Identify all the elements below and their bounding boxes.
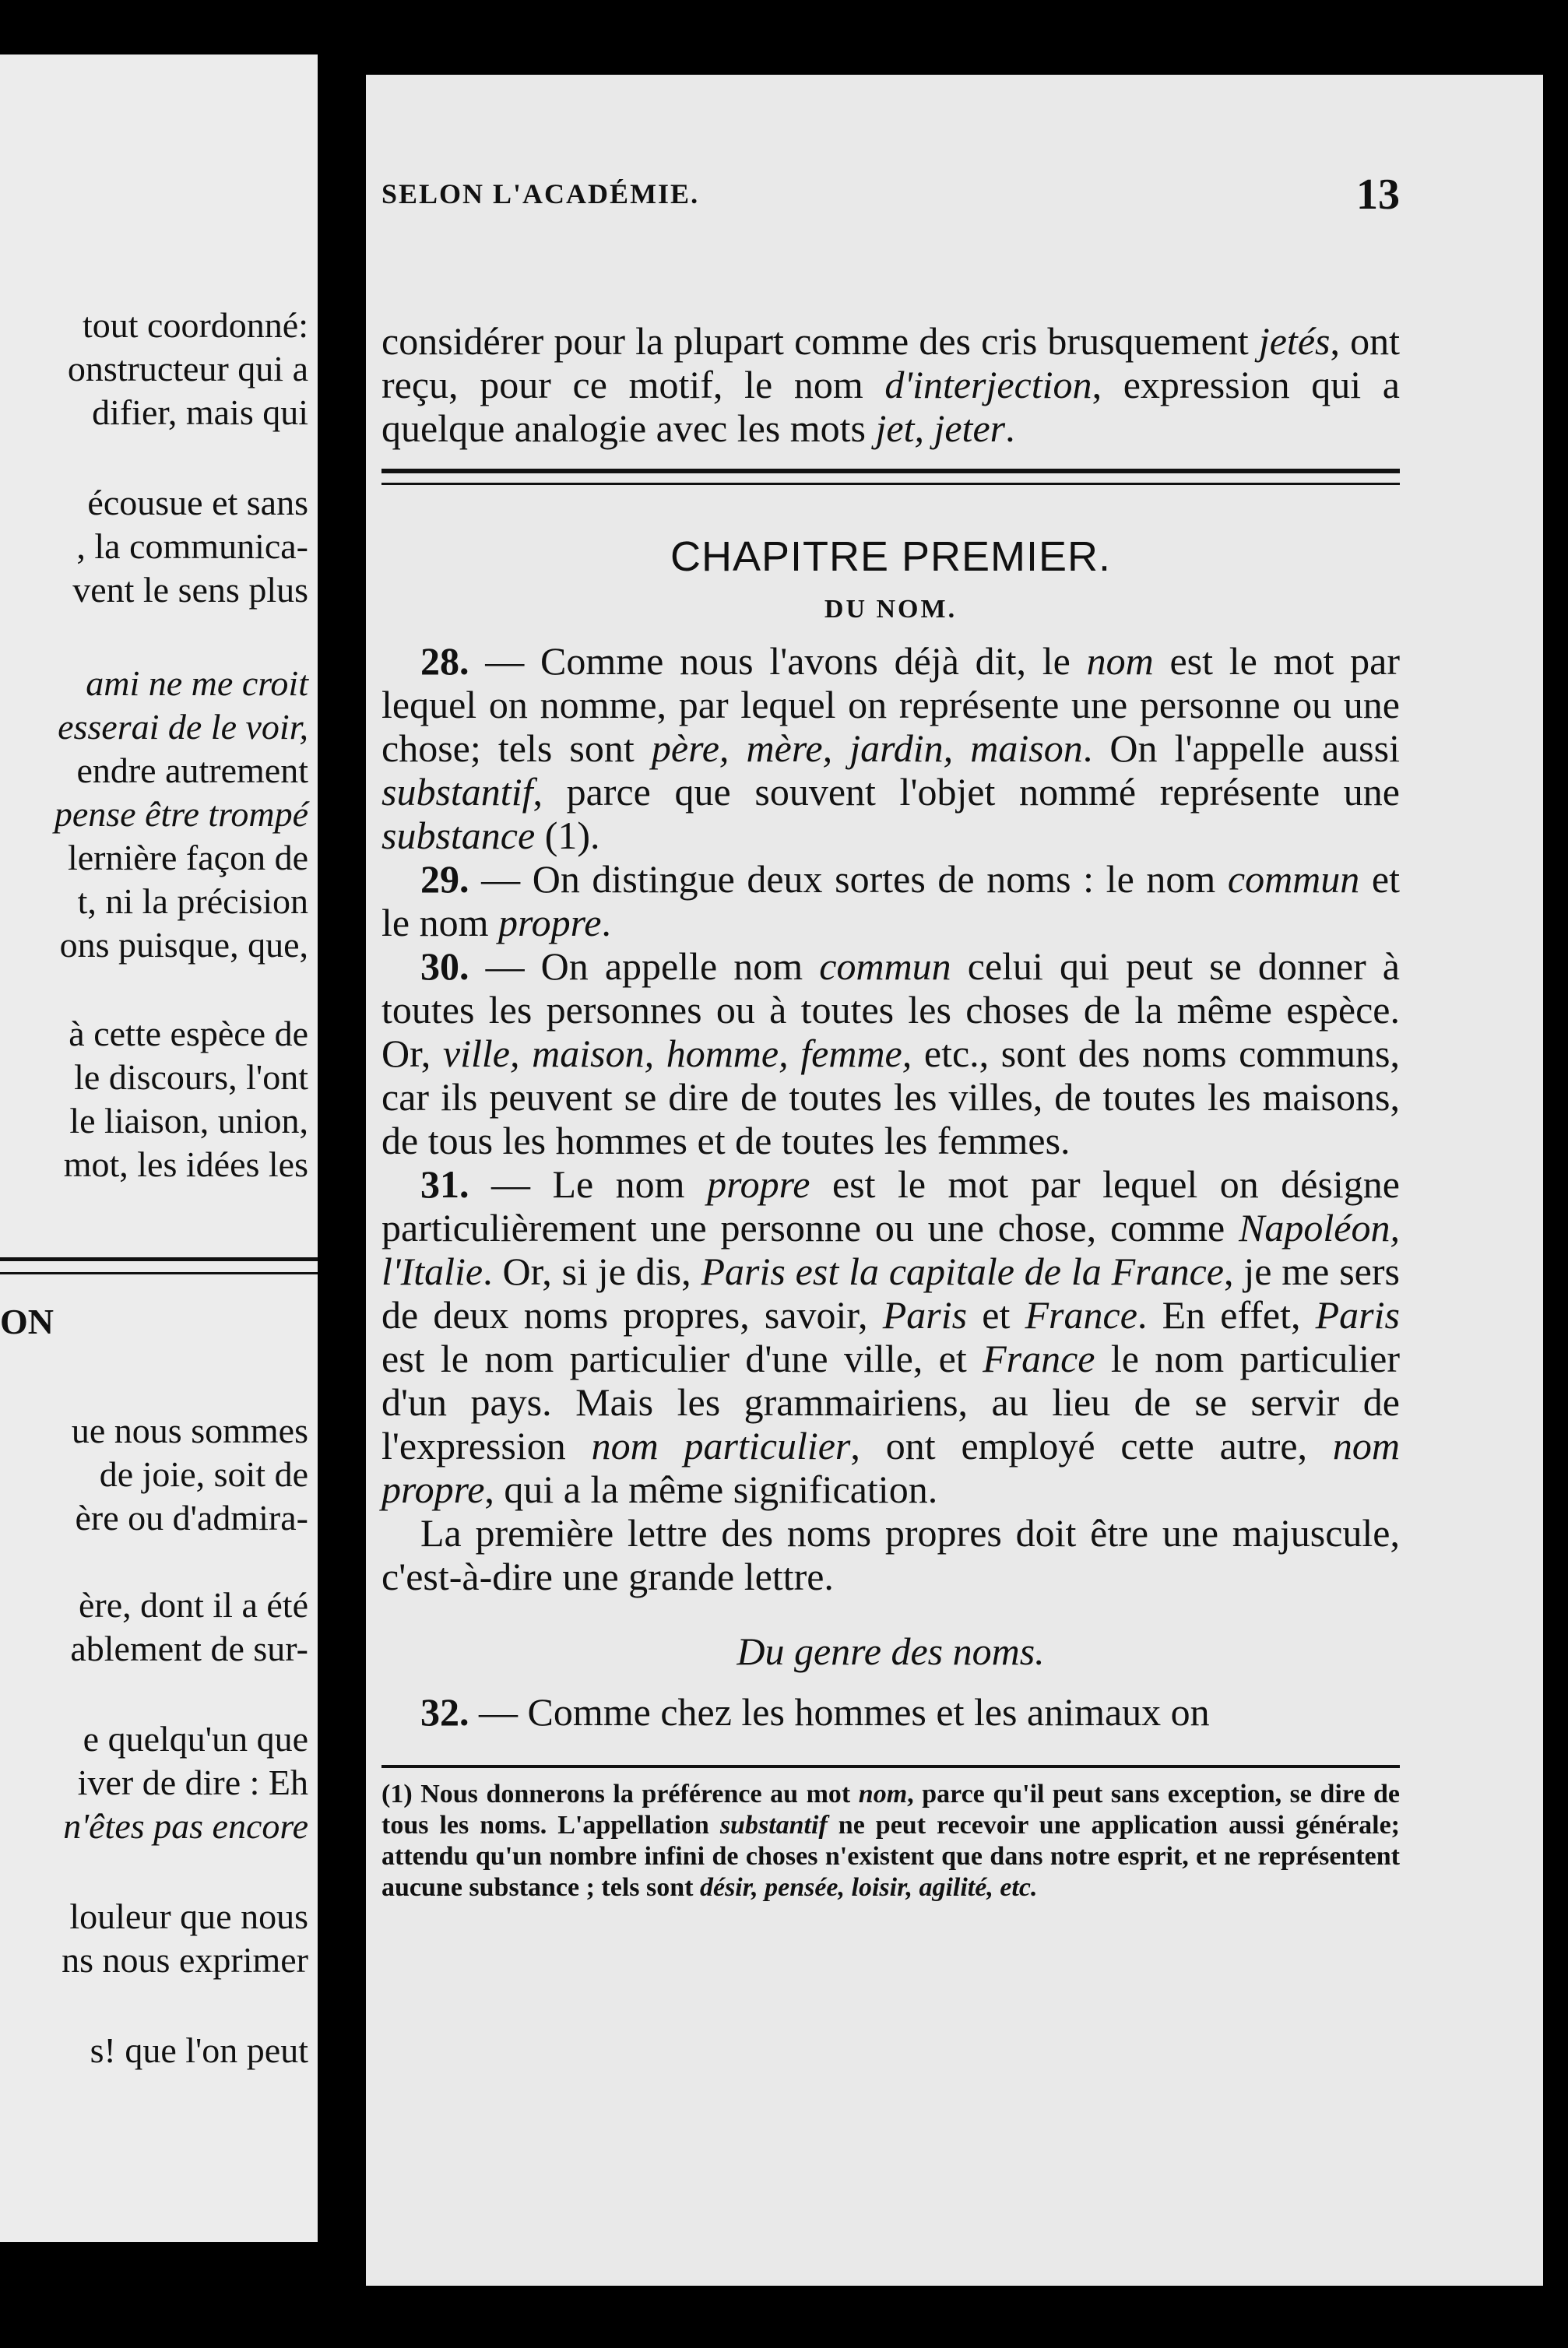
left-page-line: e quelqu'un que xyxy=(83,1719,308,1759)
chapter-title: CHAPITRE PREMIER. xyxy=(670,533,1112,580)
left-page-line: t, ni la précision xyxy=(77,881,308,921)
footnote-rule xyxy=(381,1765,1400,1768)
left-page-line: tout coordonné: xyxy=(83,305,308,345)
left-page-line: le liaison, union, xyxy=(69,1101,308,1141)
left-page-line: ère ou d'admira- xyxy=(75,1498,308,1538)
left-page-heading: ON xyxy=(0,1302,54,1341)
left-page-line: s! que l'on peut xyxy=(90,2030,308,2070)
paragraph-32: 32. — Comme chez les hommes et les animaux on xyxy=(420,1690,1210,1734)
left-page-rule xyxy=(0,1257,318,1274)
left-page-line: à cette espèce de xyxy=(69,1014,308,1053)
chapter-divider xyxy=(381,469,1400,485)
left-page-line: onstructeur qui a xyxy=(67,349,308,388)
intro-paragraph: considérer pour la plupart comme des cris brusquement jetés, ont reçu, pour ce motif, le nom d'interjection, expression qui a quelque analogie avec les mots jet, jeter. xyxy=(381,319,1400,450)
paragraph-28: 28. — Comme nous l'avons déjà dit, le nom est le mot par lequel on nomme, par lequel on représente une personne ou une chose; tels sont père, mère, jardin, maison. On l'appelle aussi substantif, parce que souvent l'objet nommé représente une substance (1). xyxy=(381,639,1400,857)
left-page-line: n'êtes pas encore xyxy=(63,1806,308,1846)
left-page-line: le discours, l'ont xyxy=(74,1057,308,1097)
page-body xyxy=(381,319,1400,1903)
left-page-line: ami ne me croit xyxy=(86,663,308,703)
left-page-line: ablement de sur- xyxy=(70,1629,308,1668)
left-page-line: ns nous exprimer xyxy=(62,1940,308,1980)
page-number: 13 xyxy=(1356,170,1400,219)
left-page-fragment xyxy=(0,54,318,2242)
left-page-line: , la communica- xyxy=(76,526,308,566)
left-page-line: mot, les idées les xyxy=(63,1144,308,1184)
left-page-line: endre autrement xyxy=(76,750,308,790)
footnote: (1) Nous donnerons la préférence au mot nom, parce qu'il peut sans exception, se dire de tous les noms. L'appellation substantif ne peut recevoir une application aussi générale; attendu qu'un nombre infini de choses n'existent que dans notre esprit, et ne représentent aucune substance ; tels sont désir, pensée, loisir, agilité, etc. xyxy=(381,1780,1400,1902)
left-page-line: ue nous sommes xyxy=(71,1411,308,1450)
left-page-line: difier, mais qui xyxy=(92,392,308,432)
left-page-line: pense être trompé xyxy=(54,794,308,834)
left-page-line: ère, dont il a été xyxy=(78,1585,308,1625)
left-page-line: esserai de le voir, xyxy=(58,707,308,747)
left-page-line: ons puisque, que, xyxy=(59,925,308,965)
paragraph-29: 29. — On distingue deux sortes de noms : le nom commun et le nom propre. xyxy=(381,857,1400,944)
left-page-line: vent le sens plus xyxy=(72,570,308,610)
section-title: DU NOM. xyxy=(824,595,958,624)
left-page-line: iver de dire : Eh xyxy=(77,1763,308,1802)
left-page-line: louleur que nous xyxy=(69,1896,308,1936)
paragraph-31: 31. — Le nom propre est le mot par lequel on désigne particulièrement une personne ou une chose, comme Napoléon, l'Italie. Or, si je dis, Paris est la capitale de la France, je me sers de deux noms propres, savoir, Paris et France. En effet, Paris est le nom particulier d'une ville, et France le nom particulier d'un pays. Mais les grammairiens, au lieu de se servir de l'expression nom particulier, ont employé cette autre, nom propre, qui a la même signification. xyxy=(381,1162,1400,1511)
sub-heading: Du genre des noms. xyxy=(737,1629,1045,1673)
left-page-line: de joie, soit de xyxy=(99,1454,308,1494)
majuscule-paragraph: La première lettre des noms propres doit être une majuscule, c'est-à-dire une grande lettre. xyxy=(381,1511,1400,1598)
left-page-line: écousue et sans xyxy=(87,483,308,522)
left-page-line: lernière façon de xyxy=(67,838,308,877)
running-header: SELON L'ACADÉMIE. xyxy=(381,178,700,209)
paragraph-30: 30. — On appelle nom commun celui qui peut se donner à toutes les personnes ou à toutes les choses de la même espèce. Or, ville, maison, homme, femme, etc., sont des noms communs, car ils peuvent se dire de toutes les villes, de toutes les maisons, de tous les hommes et de toutes les femmes. xyxy=(381,944,1401,1162)
